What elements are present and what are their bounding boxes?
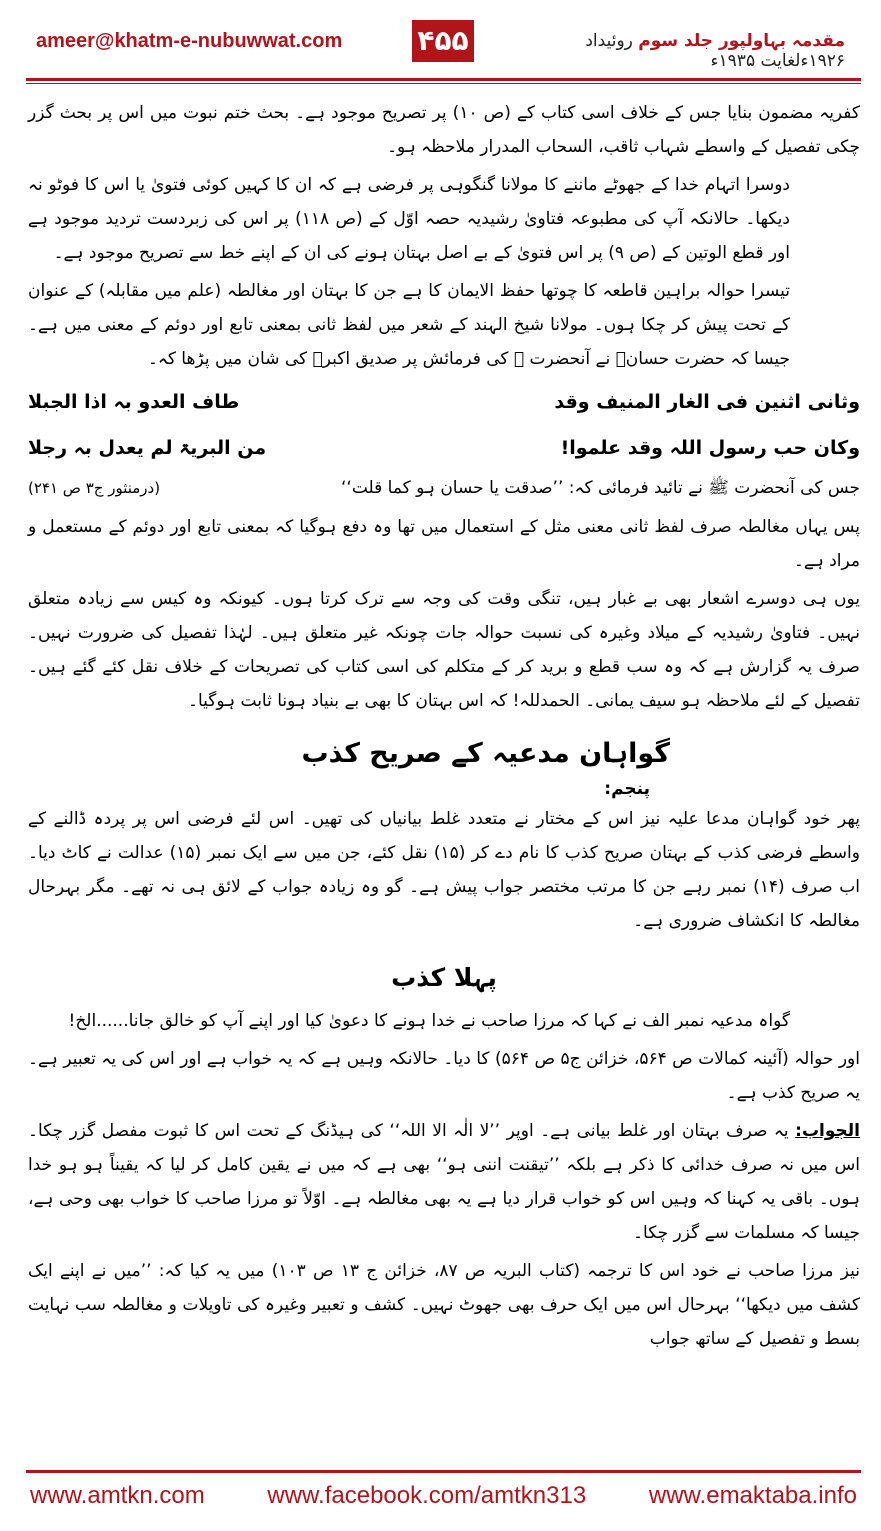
footer-links (26, 1482, 861, 1510)
paragraph-7: پھر خود گواہان مدعا علیہ نیز اس کے مختار نے متعدد غلط بیانیاں کی تھیں۔ اس لئے فرضی اس پر پردہ ڈالنے کے واسطے فرضی کذب کے بہتان صریح کذب کا نام دے کر (۱۵) نقل کئے، جن میں سے ایک نمبر (۱۵) عدالت نے کاٹ دیا۔ اب صرف (۱۴) نمبر رہے جن کا مرتب مختصر جواب پیش ہے۔ گو وہ زیادہ جواب کے لائق ہی نہ تھے۔ مگر بہرحال مغالطہ کا انکشاف ضروری ہے۔ (28, 809, 860, 931)
answer-text: یہ صرف بہتان اور غلط بیانی ہے۔ اوپر ’’لا الٰہ الا اللہ‘‘ کی ہیڈنگ کے تحت اس کا ثبوت مفصل گزر چکا۔ اس میں نہ صرف خدائی کا ذکر ہے بلکہ ’’تیقنت اننی ہو‘‘ بھی ہے کہ میں نے یقین کامل کر لیا کہ یقیناً ہو ہو خدا ہوں۔ باقی یہ کہنا کہ وہیں اس کو خواب قرار دیا ہے یہ بھی مغالطہ ہے۔ اوّلاً تو مرزا صاحب کا خواب بھی وحی ہے، جیسا کہ مسلمات سے گزر چکا۔ (28, 1121, 860, 1243)
hadith-reference: (درمنثور ج۳ ص ۲۴۱) (28, 479, 161, 497)
paragraph-9: اور حوالہ (آئینہ کمالات ص ۵۶۴، خزائن ج۵ ص ۵۶۴) کا دیا۔ حالانکہ وہیں ہے کہ یہ خواب ہے اور اس کی یہ تعبیر ہے۔ یہ صریح کذب ہے۔ (28, 1049, 860, 1103)
book-period: روئیداد ۱۹۲۶ءلغایت ۱۹۳۵ء (585, 31, 845, 71)
paragraph-2: دوسرا اتہام خدا کے جھوٹے ماننے کا مولانا گنگوہی پر فرضی ہے کہ ان کا کہیں کوئی فتویٰ یا اس کا فوٹو نہ دیکھا۔ حالانکہ آپ کی مطبوعہ فتاویٰ رشیدیہ حصہ اوّل کے (ص ۱۱۸) پر اس کی زبردست تردید موجود ہے اور قطع الوتین کے (ص ۹) پر اس فتویٰ کے بے اصل بہتان ہونے کی ان کے اپنے خط سے تصریح موجود ہے۔ (28, 175, 790, 263)
page-number-badge: ۴۵۵ (412, 20, 474, 62)
poem-verse-2 (28, 426, 860, 470)
footer-rule (26, 1470, 861, 1473)
poem-verse-1 (28, 380, 860, 424)
footer-link-emaktaba[interactable]: www.emaktaba.info (648, 1482, 857, 1509)
section-subheading: پنجم: (604, 779, 650, 799)
footer-link-facebook[interactable]: www.facebook.com/amtkn313 (267, 1482, 587, 1509)
hadith-text: جس کی آنحضرت ﷺ نے تائید فرمائی کہ: ’’صدقت یا حسان ہو کما قلت‘‘ (341, 478, 860, 498)
paragraph-1: کفریہ مضمون بنایا جس کے خلاف اسی کتاب کے (ص ۱۰) پر تصریح موجود ہے۔ بحث ختم نبوت میں اس پر بحث گزر چکی تفصیل کے واسطے شہاب ثاقب، السحاب المدرار ملاحظہ ہو۔ (28, 103, 860, 157)
footer-link-amtkn[interactable]: www.amtkn.com (30, 1482, 205, 1509)
book-title: مقدمہ بہاولپور جلد سوم (638, 31, 845, 51)
paragraph-6: یوں ہی دوسرے اشعار بھی بے غبار ہیں، تنگی وقت کی وجہ سے ترک کرتا ہوں۔ کیونکہ وہ کیس سے زیادہ متعلق نہیں۔ فتاویٰ رشیدیہ کے میلاد وغیرہ کی نسبت حوالہ جات چونکہ غیر متعلق ہیں۔ لہٰذا تفصیل کی ضرورت نہیں۔ صرف یہ گزارش ہے کہ وہ سب قطع و برید کر کے متکلم کی اسی کتاب کی تصریحات کے خلاف نقل کئے گئے ہیں۔ تفصیل کے لئے ملاحظہ ہو سیف یمانی۔ الحمدللہ! کہ اس بہتان کا بھی بے بنیاد ہونا ثابت ہوگیا۔ (28, 589, 860, 711)
verse-1-first-half: وثانی اثنین فی الغار المنیف وقد (554, 391, 860, 413)
page-body (28, 96, 860, 1456)
answer-label: الجواب: (795, 1121, 860, 1141)
verse-2-first-half: وکان حب رسول اللہ وقد علموا! (560, 437, 860, 459)
running-title (500, 30, 845, 71)
paragraph-5: پس یہاں مغالطہ صرف لفظ ثانی معنی مثل کے استعمال میں تھا وہ دفع ہوگیا کہ بمعنی تابع اور دوئم کے مستعمل و مراد ہے۔ (28, 517, 860, 571)
header-rule-thin (26, 83, 861, 84)
paragraph-8: گواہ مدعیہ نمبر الف نے کہا کہ مرزا صاحب نے خدا ہونے کا دعویٰ کیا اور اپنے آپ کو خالق جانا......الخ! (68, 1011, 790, 1031)
verse-1-second-half: طاف العدو بہ اذا الجبلا (28, 391, 240, 413)
paragraph-11: نیز مرزا صاحب نے خود اس کا ترجمہ (کتاب البریہ ص ۸۷، خزائن ج ۱۳ ص ۱۰۳) میں یہ کیا کہ: ’’میں نے اپنے ایک کشف میں دیکھا‘‘ بہرحال اس میں ایک حرف بھی جھوٹ نہیں۔ کشف و تعبیر وغیرہ کی تاویلات و مغالطہ سب نہایت بسط و تفصیل کے ساتھ جواب (28, 1261, 860, 1349)
paragraph-3: تیسرا حوالہ براہین قاطعہ کا چوتھا حفظ الایمان کا ہے جن کا بہتان اور مغالطہ (علم میں مقابلہ) کے عنوان کے تحت پیش کر چکا ہوں۔ مولانا شیخ الہند کے شعر میں لفظ ثانی بمعنی تابع اور دوئم کے معنی میں ہے۔ جیسا کہ حضرت حسانؓ نے آنحضرت ﷺ کی فرمائش پر صدیق اکبرؓ کی شان میں پڑھا کہ۔ (28, 281, 790, 369)
header-email[interactable]: ameer@khatm-e-nubuwwat.com (36, 30, 343, 52)
subsection-heading: پہلا کذب (391, 963, 497, 992)
paragraph-10 (28, 1114, 860, 1250)
section-heading: گواہان مدعیہ کے صریح کذب (301, 738, 670, 769)
verse-2-second-half: من البریۃ لم یعدل بہ رجلا (28, 437, 267, 459)
page-header (0, 0, 881, 86)
hadith-line (28, 472, 860, 504)
header-rule-thick (26, 78, 861, 81)
page-footer (0, 1470, 881, 1531)
